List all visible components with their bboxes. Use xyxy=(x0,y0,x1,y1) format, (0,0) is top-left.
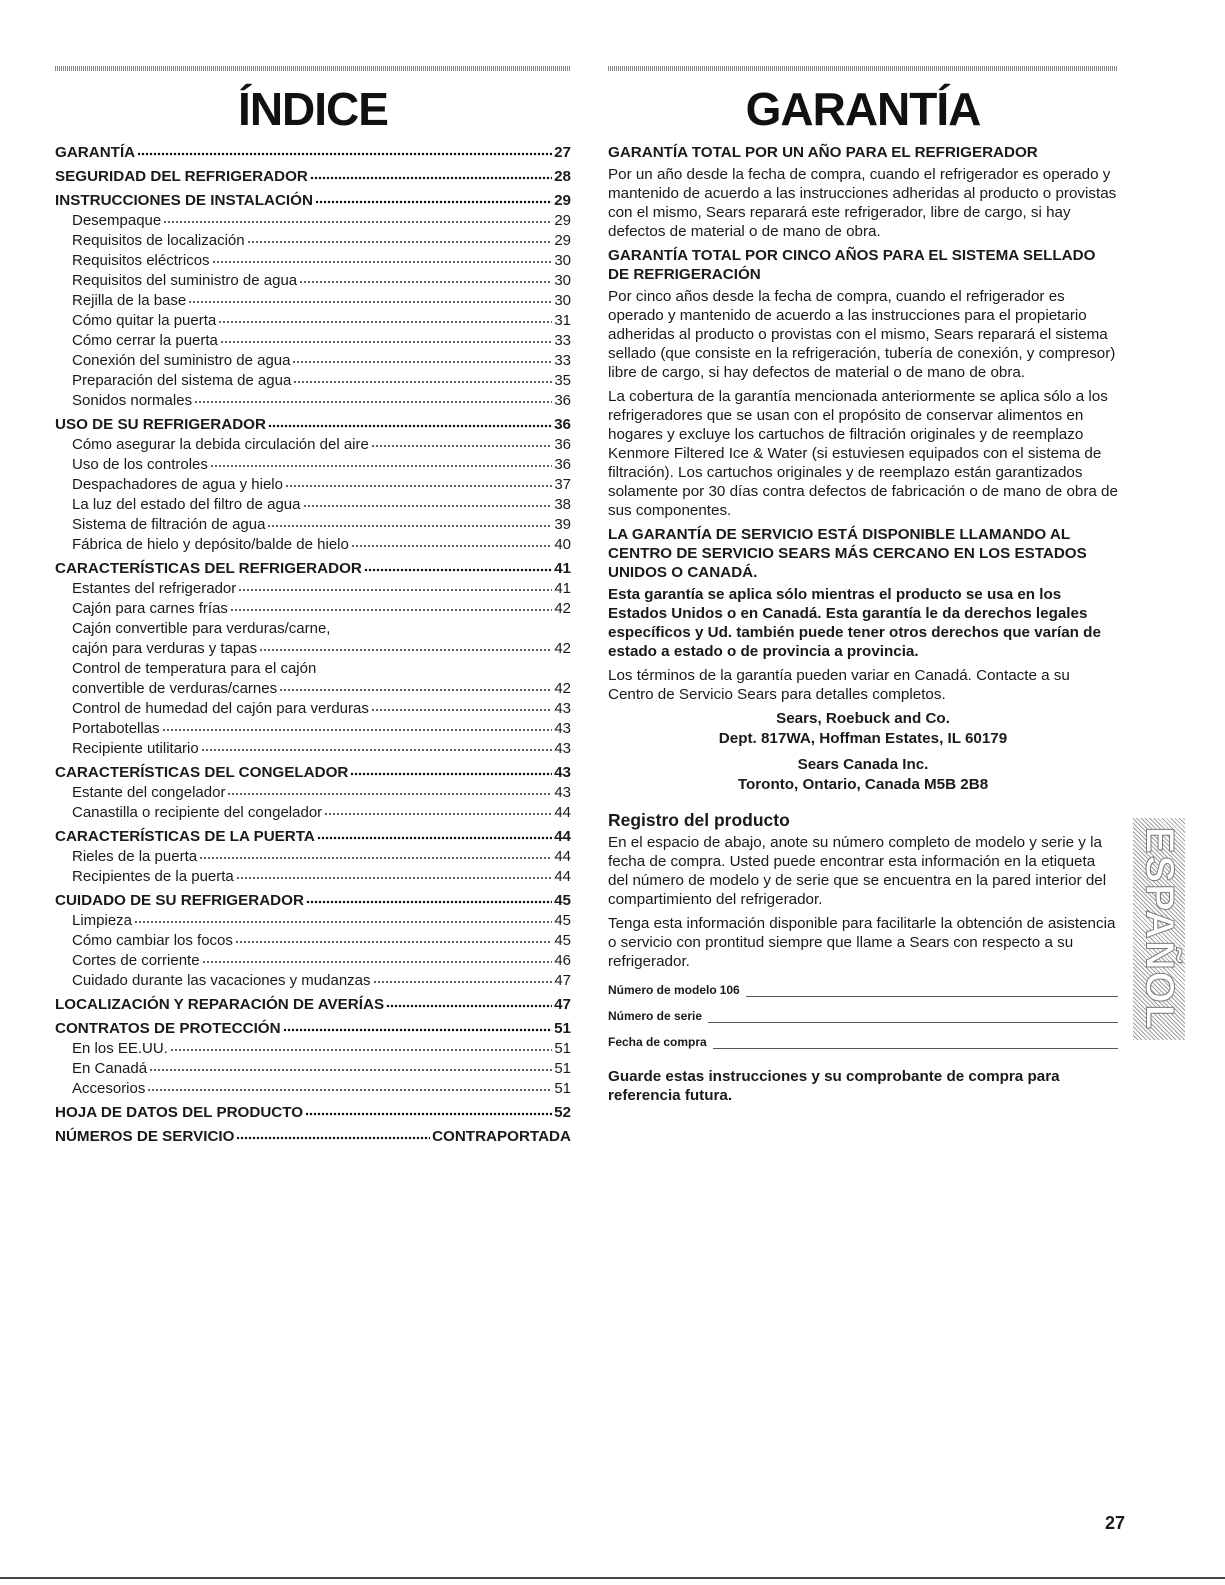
toc-page: 31 xyxy=(554,312,571,329)
toc-entry xyxy=(55,1079,571,1099)
keep-instructions-note: Guarde estas instrucciones y su comprobante de compra para referencia futura. xyxy=(608,1068,1060,1104)
toc-page: 38 xyxy=(554,496,571,513)
five-year-warranty-heading: GARANTÍA TOTAL POR CINCO AÑOS PARA EL SISTEMA SELLADO DE REFRIGERACIÓN xyxy=(608,247,1096,283)
toc-entry xyxy=(55,371,571,391)
toc-entry xyxy=(55,719,571,739)
toc-entry xyxy=(55,971,571,991)
one-year-warranty-text: Por un año desde la fecha de compra, cuando el refrigerador es operado y mantenido de acuerdo a las instrucciones adheridas al producto o provistas con el mismo, Sears reparará este refrigerador, libre de cargo, si hay defectos de material o de mano de obra. xyxy=(608,166,1117,240)
toc-entry xyxy=(55,867,571,887)
toc-label: CARACTERÍSTICAS DEL CONGELADOR xyxy=(55,764,349,781)
toc-entry xyxy=(55,535,571,555)
toc-leader xyxy=(371,699,552,713)
toc-leader xyxy=(210,455,552,469)
toc-leader xyxy=(279,679,552,693)
warranty-column xyxy=(608,66,1118,1110)
toc-page: 27 xyxy=(554,144,571,161)
toc-label: HOJA DE DATOS DEL PRODUCTO xyxy=(55,1104,304,1121)
toc-page: 43 xyxy=(554,764,571,781)
toc-page: 40 xyxy=(554,536,571,553)
toc-label: Recipientes de la puerta xyxy=(72,868,234,885)
toc-leader xyxy=(317,827,552,841)
toc-entry xyxy=(55,271,571,291)
toc-leader xyxy=(292,351,552,365)
toc-page: 39 xyxy=(554,516,571,533)
toc-leader xyxy=(386,995,552,1009)
toc-label: Sistema de filtración de agua xyxy=(72,516,266,533)
rights-text: Esta garantía se aplica sólo mientras el producto se usa en los Estados Unidos o en Canadá. Esta garantía le da derechos legales específicos y Ud. también puede tener otros derechos que varían de estado a estado o de provincia a provincia. xyxy=(608,586,1101,660)
toc-page: 42 xyxy=(554,600,571,617)
toc-leader xyxy=(235,931,552,945)
toc-leader xyxy=(170,1039,552,1053)
toc-label: Cajón para carnes frías xyxy=(72,600,228,617)
top-rule xyxy=(55,66,571,71)
toc-label: CARACTERÍSTICAS DE LA PUERTA xyxy=(55,828,315,845)
toc-entry xyxy=(55,639,571,659)
toc-entry xyxy=(55,475,571,495)
toc-label: Sonidos normales xyxy=(72,392,193,409)
toc-page: 46 xyxy=(554,952,571,969)
toc-page: 51 xyxy=(554,1020,571,1037)
toc-label: USO DE SU REFRIGERADOR xyxy=(55,416,266,433)
toc-section xyxy=(55,191,571,211)
toc-leader xyxy=(247,231,553,245)
toc-label: INSTRUCCIONES DE INSTALACIÓN xyxy=(55,192,313,209)
serial-number-field[interactable] xyxy=(608,1007,1118,1023)
registration-note: Tenga esta información disponible para facilitarle la obtención de asistencia o servicio con prontitud siempre que llame a Sears con respecto a su refrigerador. xyxy=(608,915,1116,970)
toc-label: CARACTERÍSTICAS DEL REFRIGERADOR xyxy=(55,560,362,577)
toc-leader xyxy=(162,719,553,733)
table-of-contents xyxy=(55,143,571,1147)
toc-leader xyxy=(283,1019,553,1033)
toc-page: 37 xyxy=(554,476,571,493)
toc-entry xyxy=(55,783,571,803)
toc-leader xyxy=(194,391,552,405)
toc-label: Estante del congelador xyxy=(72,784,226,801)
toc-page: 44 xyxy=(554,828,571,845)
toc-entry xyxy=(55,619,571,639)
toc-page: CONTRAPORTADA xyxy=(432,1128,571,1145)
bottom-rule xyxy=(0,1577,1225,1579)
toc-leader xyxy=(201,739,553,753)
coverage-text: La cobertura de la garantía mencionada anteriormente se aplica sólo a los refrigeradores que se usan con el propósito de conservar alimentos en hogares y excluye los cartuchos de filtración originales y de reemplazo Kenmore Filtered Ice & Water (si estuviesen equipados con el sistema de filtración). Los cartuchos originales y de reemplazo están garantizados solamente por 30 días contra defectos de fabricación o de mano de obra de sus componentes. xyxy=(608,388,1118,519)
toc-section xyxy=(55,1019,571,1039)
toc-page: 44 xyxy=(554,848,571,865)
toc-page: 44 xyxy=(554,868,571,885)
toc-label: Recipiente utilitario xyxy=(72,740,199,757)
toc-entry xyxy=(55,291,571,311)
toc-label: Conexión del suministro de agua xyxy=(72,352,291,369)
toc-page: 35 xyxy=(554,372,571,389)
toc-label: Requisitos eléctricos xyxy=(72,252,210,269)
toc-entry xyxy=(55,679,571,699)
toc-page: 36 xyxy=(554,456,571,473)
toc-leader xyxy=(238,579,552,593)
toc-label: CONTRATOS DE PROTECCIÓN xyxy=(55,1020,281,1037)
purchase-date-label: Fecha de compra xyxy=(608,1035,707,1049)
toc-page: 45 xyxy=(554,912,571,929)
toc-entry xyxy=(55,331,571,351)
toc-page: 44 xyxy=(554,804,571,821)
toc-page: 51 xyxy=(554,1040,571,1057)
toc-label: Despachadores de agua y hielo xyxy=(72,476,283,493)
toc-page: 41 xyxy=(554,560,571,577)
product-registration-heading: Registro del producto xyxy=(608,810,790,830)
toc-leader xyxy=(259,639,552,653)
toc-page: 43 xyxy=(554,700,571,717)
toc-label: Requisitos del suministro de agua xyxy=(72,272,298,289)
toc-page: 42 xyxy=(554,640,571,657)
toc-leader xyxy=(212,251,553,265)
toc-entry xyxy=(55,599,571,619)
toc-leader xyxy=(371,435,552,449)
toc-label: convertible de verduras/carnes xyxy=(72,680,278,697)
toc-leader xyxy=(351,535,552,549)
toc-label: En los EE.UU. xyxy=(72,1040,168,1057)
toc-entry xyxy=(55,391,571,411)
toc-page: 30 xyxy=(554,272,571,289)
toc-page: 43 xyxy=(554,720,571,737)
toc-label: En Canadá xyxy=(72,1060,148,1077)
toc-page: 45 xyxy=(554,892,571,909)
toc-leader xyxy=(220,331,552,345)
toc-label: Rieles de la puerta xyxy=(72,848,198,865)
toc-page: 29 xyxy=(554,232,571,249)
toc-leader xyxy=(350,763,552,777)
model-number-value: 106 xyxy=(719,983,740,997)
toc-page: 36 xyxy=(554,392,571,409)
toc-entry xyxy=(55,311,571,331)
toc-page: 51 xyxy=(554,1080,571,1097)
toc-entry xyxy=(55,579,571,599)
toc-page: 29 xyxy=(554,212,571,229)
language-side-tab xyxy=(1133,818,1185,1040)
address-line: Sears Canada Inc. xyxy=(797,756,929,773)
address-line: Sears, Roebuck and Co. xyxy=(776,710,950,727)
toc-label: La luz del estado del filtro de agua xyxy=(72,496,301,513)
model-number-label: Número de modelo xyxy=(608,983,717,997)
toc-entry xyxy=(55,435,571,455)
toc-leader xyxy=(134,911,552,925)
toc-leader xyxy=(268,415,552,429)
toc-leader xyxy=(202,951,553,965)
toc-label: cajón para verduras y tapas xyxy=(72,640,258,657)
toc-leader xyxy=(267,515,552,529)
index-title: ÍNDICE xyxy=(238,83,388,135)
toc-label: Portabotellas xyxy=(72,720,160,737)
toc-page: 36 xyxy=(554,416,571,433)
toc-section xyxy=(55,167,571,187)
purchase-date-field[interactable] xyxy=(608,1033,1118,1049)
toc-leader xyxy=(299,271,552,285)
toc-entry xyxy=(55,1059,571,1079)
toc-leader xyxy=(236,1127,430,1141)
toc-page: 29 xyxy=(554,192,571,209)
toc-leader xyxy=(236,867,553,881)
toc-entry xyxy=(55,351,571,371)
toc-entry xyxy=(55,1039,571,1059)
model-number-line[interactable] xyxy=(746,984,1118,997)
toc-leader xyxy=(227,783,552,797)
toc-entry xyxy=(55,739,571,759)
toc-entry xyxy=(55,211,571,231)
toc-leader xyxy=(303,495,553,509)
sears-us-address xyxy=(608,709,1118,749)
toc-label: Desempaque xyxy=(72,212,162,229)
toc-leader xyxy=(305,1103,552,1117)
toc-section xyxy=(55,1127,571,1147)
toc-page: 43 xyxy=(554,740,571,757)
toc-page: 30 xyxy=(554,292,571,309)
toc-leader xyxy=(218,311,552,325)
toc-label: Estantes del refrigerador xyxy=(72,580,237,597)
toc-leader xyxy=(293,371,552,385)
toc-leader xyxy=(137,143,552,157)
toc-page: 42 xyxy=(554,680,571,697)
toc-entry xyxy=(55,911,571,931)
top-rule xyxy=(608,66,1118,71)
toc-page: 45 xyxy=(554,932,571,949)
toc-leader xyxy=(373,971,553,985)
toc-label: Accesorios xyxy=(72,1080,146,1097)
toc-page: 30 xyxy=(554,252,571,269)
toc-leader xyxy=(315,191,552,205)
toc-section xyxy=(55,1103,571,1123)
toc-entry xyxy=(55,951,571,971)
toc-section xyxy=(55,763,571,783)
toc-entry xyxy=(55,847,571,867)
toc-label: Preparación del sistema de agua xyxy=(72,372,292,389)
toc-page: 47 xyxy=(554,972,571,989)
model-number-field[interactable] xyxy=(608,981,1118,997)
toc-label: Limpieza xyxy=(72,912,133,929)
toc-section xyxy=(55,415,571,435)
toc-label: Cortes de corriente xyxy=(72,952,200,969)
toc-page: 51 xyxy=(554,1060,571,1077)
toc-leader xyxy=(306,891,552,905)
toc-label: Cajón convertible para verduras/carne, xyxy=(72,620,331,637)
toc-entry xyxy=(55,231,571,251)
toc-leader xyxy=(310,167,552,181)
toc-label: Requisitos de localización xyxy=(72,232,245,249)
toc-page: 36 xyxy=(554,436,571,453)
purchase-date-line[interactable] xyxy=(713,1036,1118,1049)
toc-page: 28 xyxy=(554,168,571,185)
toc-label: Rejilla de la base xyxy=(72,292,187,309)
address-line: Dept. 817WA, Hoffman Estates, IL 60179 xyxy=(718,730,1008,747)
toc-section xyxy=(55,891,571,911)
toc-page: 52 xyxy=(554,1104,571,1121)
toc-section xyxy=(55,995,571,1015)
toc-leader xyxy=(147,1079,552,1093)
serial-number-label: Número de serie xyxy=(608,1009,703,1023)
language-tab-label: ESPAÑOL xyxy=(1137,826,1182,1032)
page-number: 27 xyxy=(1104,1513,1125,1533)
toc-entry xyxy=(55,931,571,951)
registration-text: En el espacio de abajo, anote su número completo de modelo y serie y la fecha de compra. Usted puede encontrar esta información en la etiqueta del número de modelo y de serie que se encuentra en la pared interior del compartimiento del refrigerador. xyxy=(608,834,1107,908)
toc-entry xyxy=(55,515,571,535)
canada-terms-text: Los términos de la garantía pueden variar en Canadá. Contacte a su Centro de Servicio Sears para detalles completos. xyxy=(608,667,1070,703)
toc-label: NÚMEROS DE SERVICIO xyxy=(55,1128,235,1145)
toc-leader xyxy=(163,211,552,225)
toc-label: Cómo asegurar la debida circulación del aire xyxy=(72,436,369,453)
toc-leader xyxy=(285,475,552,489)
toc-label: Control de humedad del cajón para verduras xyxy=(72,700,369,717)
toc-entry xyxy=(55,495,571,515)
toc-label: LOCALIZACIÓN Y REPARACIÓN DE AVERÍAS xyxy=(55,996,385,1013)
toc-section xyxy=(55,559,571,579)
index-column xyxy=(55,66,571,1147)
toc-label: Uso de los controles xyxy=(72,456,208,473)
serial-number-line[interactable] xyxy=(708,1010,1118,1023)
toc-leader xyxy=(364,559,552,573)
toc-entry xyxy=(55,803,571,823)
toc-leader xyxy=(188,291,552,305)
toc-label: Cómo quitar la puerta xyxy=(72,312,217,329)
toc-entry xyxy=(55,699,571,719)
toc-section xyxy=(55,827,571,847)
toc-leader xyxy=(149,1059,552,1073)
toc-page: 47 xyxy=(554,996,571,1013)
toc-label: Control de temperatura para el cajón xyxy=(72,660,317,677)
toc-leader xyxy=(324,803,552,817)
warranty-title: GARANTÍA xyxy=(745,83,981,135)
toc-page: 41 xyxy=(554,580,571,597)
toc-page: 33 xyxy=(554,332,571,349)
toc-page: 43 xyxy=(554,784,571,801)
toc-label: Cuidado durante las vacaciones y mudanzas xyxy=(72,972,371,989)
toc-leader xyxy=(199,847,552,861)
toc-entry xyxy=(55,455,571,475)
sears-canada-address xyxy=(608,755,1118,795)
service-warranty-heading: LA GARANTÍA DE SERVICIO ESTÁ DISPONIBLE LLAMANDO AL CENTRO DE SERVICIO SEARS MÁS CERCANO EN LOS ESTADOS UNIDOS O CANADÁ. xyxy=(608,526,1087,581)
toc-label: Fábrica de hielo y depósito/balde de hielo xyxy=(72,536,349,553)
toc-leader xyxy=(230,599,552,613)
toc-entry xyxy=(55,251,571,271)
toc-section xyxy=(55,143,571,163)
toc-page: 33 xyxy=(554,352,571,369)
toc-label: CUIDADO DE SU REFRIGERADOR xyxy=(55,892,304,909)
address-line: Toronto, Ontario, Canada M5B 2B8 xyxy=(737,776,989,793)
toc-label: GARANTÍA xyxy=(55,144,136,161)
toc-label: Cómo cambiar los focos xyxy=(72,932,233,949)
toc-label: SEGURIDAD DEL REFRIGERADOR xyxy=(55,168,308,185)
one-year-warranty-heading: GARANTÍA TOTAL POR UN AÑO PARA EL REFRIGERADOR xyxy=(608,144,1038,161)
toc-label: Canastilla o recipiente del congelador xyxy=(72,804,323,821)
five-year-warranty-text: Por cinco años desde la fecha de compra, cuando el refrigerador es operado y mantenido de acuerdo a las instrucciones para el propietario adheridas al producto o provistas con el mismo, Sears reparará el sistema sellado (que consiste en la refrigeración, tubería de conexión, y compresor) libre de cargo, si hay defectos de material o de mano de obra. xyxy=(608,288,1116,381)
toc-entry xyxy=(55,659,571,679)
toc-label: Cómo cerrar la puerta xyxy=(72,332,218,349)
